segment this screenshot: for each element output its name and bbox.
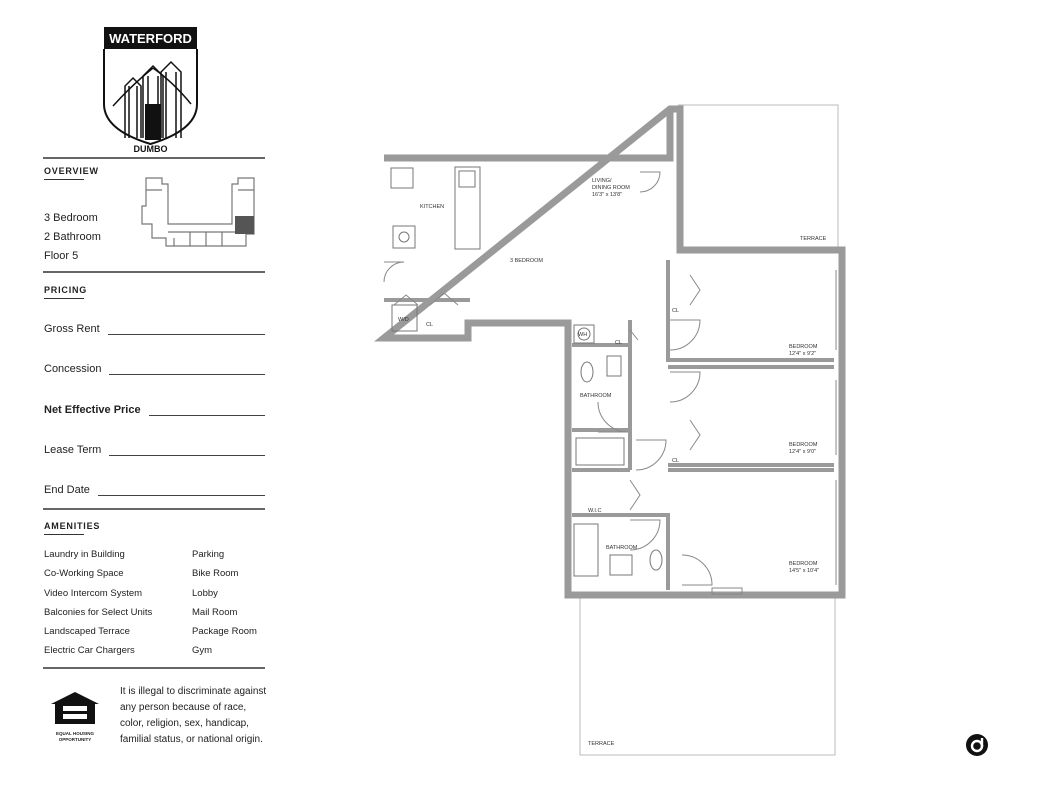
label-closet: CL — [672, 308, 680, 314]
logo-shield-icon — [103, 26, 198, 154]
label-wic: W.I.C — [588, 508, 602, 514]
equal-housing-icon — [47, 690, 103, 726]
label-living-dim: 16'3" x 13'8" — [592, 192, 623, 198]
label-kitchen: KITCHEN — [420, 204, 445, 210]
label-bedroom-1: BEDROOM — [789, 344, 818, 350]
fair-housing-disclaimer: It is illegal to discriminate against any person because of race, color, religion, sex, handicap, familial status, or national origin. — [120, 686, 267, 745]
overview-title: OVERVIEW — [44, 166, 99, 176]
price-blank-line — [108, 326, 265, 335]
label-wd: W/D — [398, 317, 409, 323]
label-unit: 3 BEDROOM — [510, 258, 544, 264]
amenity-item: Lobby — [192, 588, 218, 599]
amenity-item: Parking — [192, 549, 225, 560]
amenity-item: Gym — [192, 645, 213, 656]
divider — [43, 508, 265, 510]
highlighted-unit — [235, 216, 254, 234]
label-bathroom: BATHROOM — [580, 393, 612, 399]
waterford-logo — [103, 26, 198, 156]
label-closet: CL — [672, 458, 680, 464]
price-blank-line — [109, 447, 265, 456]
price-blank-line — [109, 366, 265, 375]
label-closet: CL — [615, 340, 623, 346]
pricing-row-net-effective — [44, 404, 265, 416]
logo-wordmark: WATERFORD — [109, 31, 192, 46]
label-wh: WH — [578, 332, 588, 338]
divider — [43, 157, 265, 159]
pricing-label: Lease Term — [44, 444, 102, 456]
price-blank-line — [98, 487, 265, 496]
equal-housing-line2: OPPORTUNITY — [58, 737, 92, 742]
label-bedroom-1-dim: 12'4" x 9'2" — [789, 351, 817, 357]
equal-housing-line1: EQUAL HOUSING — [56, 731, 94, 736]
price-blank-line — [149, 407, 265, 416]
floor-plan — [370, 95, 860, 765]
pricing-row-lease-term — [44, 444, 265, 456]
logo-location: DUMBO — [133, 144, 168, 154]
amenities-title: AMENITIES — [44, 521, 101, 531]
overview-floor: Floor 5 — [44, 250, 79, 262]
pricing-label: End Date — [44, 484, 90, 496]
pricing-label: Net Effective Price — [44, 404, 141, 416]
floor-key-plan — [134, 176, 266, 248]
label-terrace: TERRACE — [800, 236, 827, 242]
overview-bedrooms: 3 Bedroom — [44, 212, 98, 224]
brand-badge-icon — [965, 733, 989, 757]
label-bedroom-3-dim: 14'5" x 10'4" — [789, 568, 820, 574]
label-living: LIVING/ — [592, 178, 612, 184]
amenity-item: Landscaped Terrace — [44, 626, 130, 637]
amenity-item: Electric Car Chargers — [44, 645, 135, 656]
pricing-row-concession — [44, 363, 265, 375]
divider — [43, 667, 265, 669]
amenity-item: Mail Room — [192, 607, 238, 618]
overview-bathrooms: 2 Bathroom — [44, 231, 101, 243]
amenity-item: Balconies for Select Units — [44, 607, 153, 618]
label-bedroom-3: BEDROOM — [789, 561, 818, 567]
label-bedroom-2: BEDROOM — [789, 442, 818, 448]
amenity-item: Laundry in Building — [44, 549, 125, 560]
label-terrace: TERRACE — [588, 741, 615, 747]
label-bathroom: BATHROOM — [606, 545, 638, 551]
pricing-row-gross-rent — [44, 323, 265, 335]
amenity-item: Bike Room — [192, 568, 239, 579]
pricing-row-end-date — [44, 484, 265, 496]
amenity-item: Package Room — [192, 626, 257, 637]
pricing-label: Gross Rent — [44, 323, 100, 335]
divider — [43, 271, 265, 273]
equal-housing-logo — [46, 690, 104, 750]
label-living-2: DINING ROOM — [592, 185, 630, 191]
amenity-item: Video Intercom System — [44, 588, 143, 599]
pricing-title: PRICING — [44, 285, 88, 295]
label-closet: CL — [426, 322, 434, 328]
label-bedroom-2-dim: 12'4" x 9'0" — [789, 449, 817, 455]
pricing-label: Concession — [44, 363, 102, 375]
amenity-item: Co-Working Space — [44, 568, 124, 579]
